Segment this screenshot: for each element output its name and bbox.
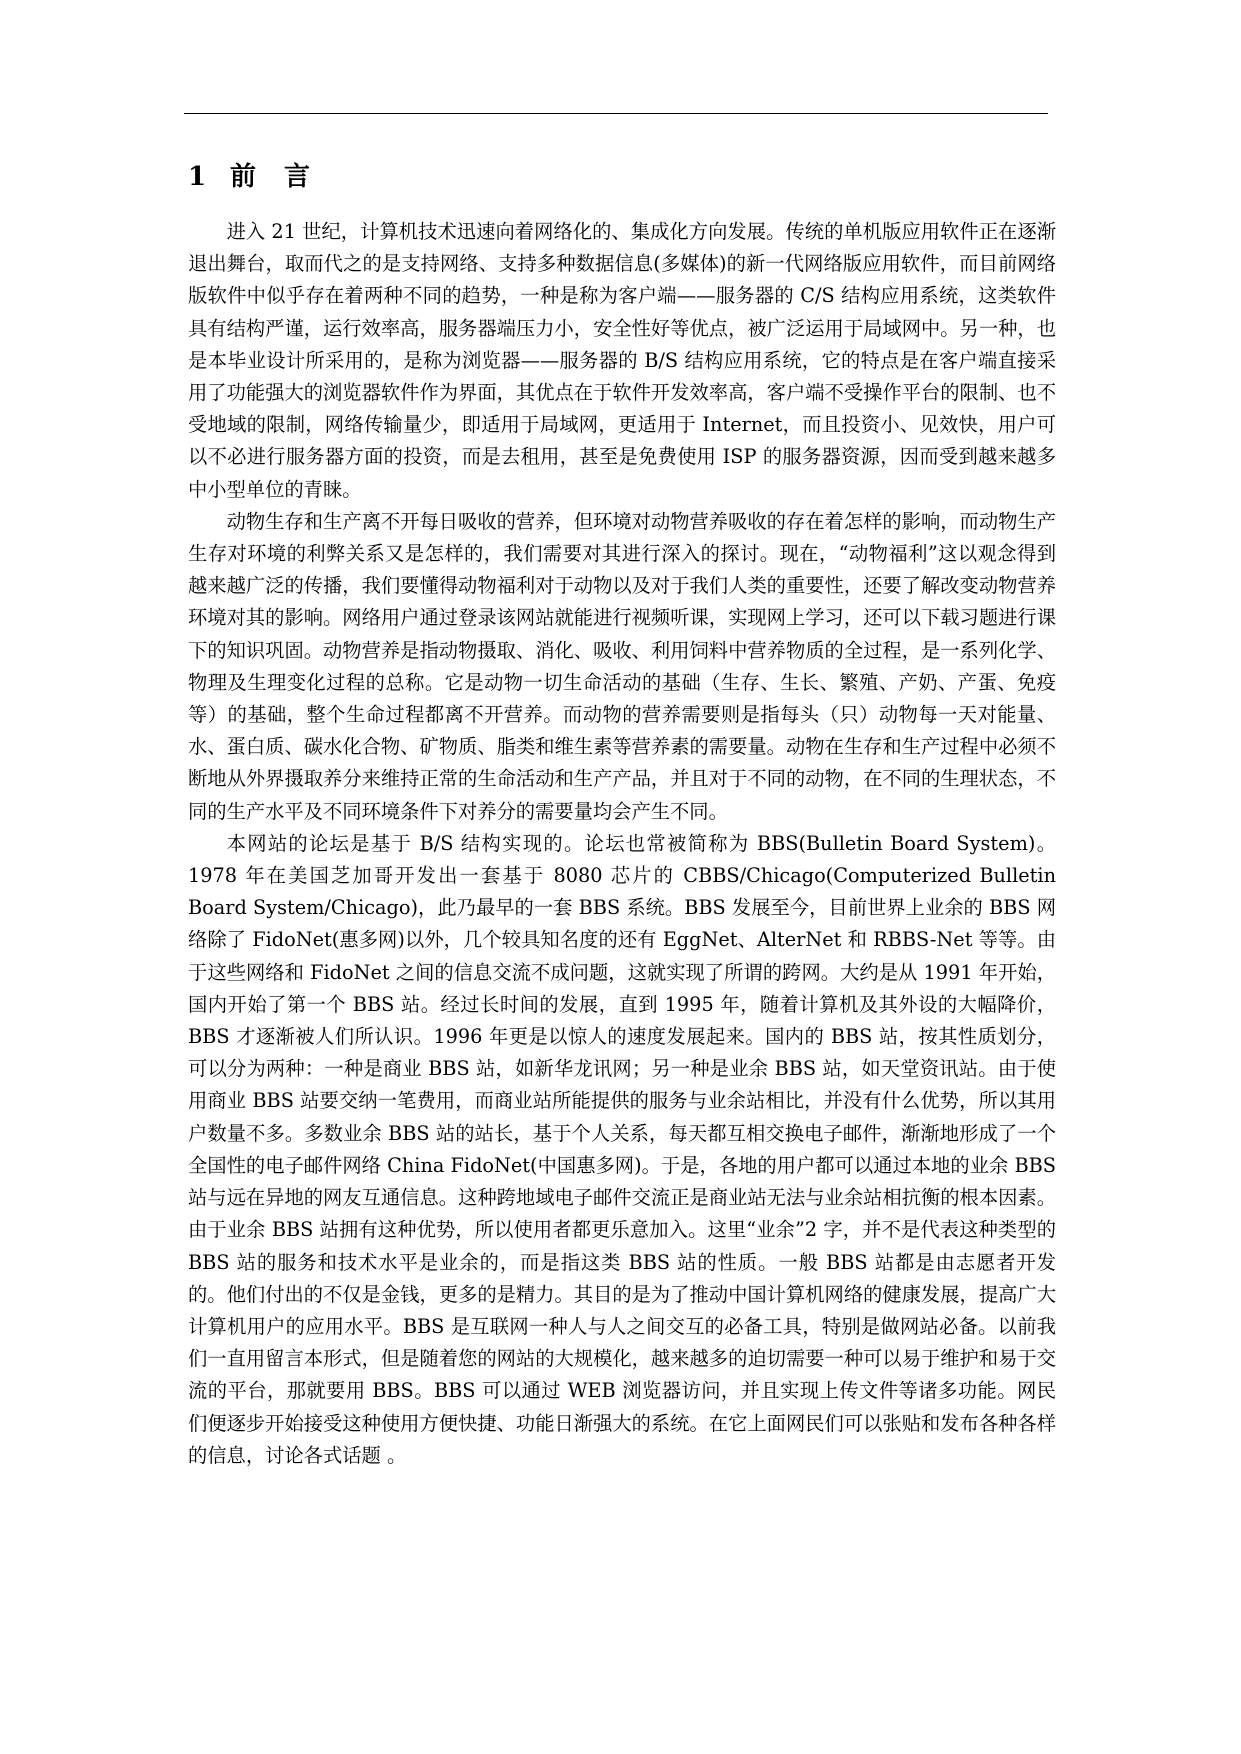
section-number: 1 (188, 162, 208, 192)
paragraph-animal-nutrition: 动物生存和生产离不开每日吸收的营养，但环境对动物营养吸收的存在着怎样的影响，而动物生产生存对环境的利弊关系又是怎样的，我们需要对其进行深入的探讨。现在，“动物福利”这以观念得到越来越广泛的传播，我们要懂得动物福利对于动物以及对于我们人类的重要性，还要了解改变动物营养环境对其的影响。网络用户通过登录该网站就能进行视频听课，实现网上学习，还可以下载习题进行课下的知识巩固。动物营养是指动物摄取、消化、吸收、利用饲料中营养物质的全过程，是一系列化学、物理及生理变化过程的总称。它是动物一切生命活动的基础（生存、生长、繁殖、产奶、产蛋、免疫等）的基础，整个生命过程都离不开营养。而动物的营养需要则是指每头（只）动物每一天对能量、水、蛋白质、碳水化合物、矿物质、脂类和维生素等营养素的需要量。动物在生存和生产过程中必须不断地从外界摄取养分来维持正常的生命活动和生产产品，并且对于不同的动物，在不同的生理状态，不同的生产水平及不同环境条件下对养分的需要量均会产生不同。 (188, 509, 1056, 823)
paragraph-bbs-history: 本网站的论坛是基于 B/S 结构实现的。论坛也常被简称为 BBS(Bulletin Board System)。1978 年在美国芝加哥开发出一套基于 8080 芯片的 CBBS/Chicago(Computerized Bulletin Board System/Chicago)，此乃最早的一套 BBS 系统。BBS 发展至今，目前世界上业余的 BBS 网络除了 FidoNet(惠多网)以外，几个较具知名度的还有 EggNet、AlterNet 和 RBBS-Net 等等。由于这些网络和 FidoNet 之间的信息交流不成问题，这就实现了所谓的跨网。大约是从 1991 年开始，国内开始了第一个 BBS 站。经过长时间的发展，直到 1995 年，随着计算机及其外设的大幅降价，BBS 才逐渐被人们所认识。1996 年更是以惊人的速度发展起来。国内的 BBS 站，按其性质划分，可以分为两种：一种是商业 BBS 站，如新华龙讯网；另一种是业余 BBS 站，如天堂资讯站。由于使用商业 BBS 站要交纳一笔费用，而商业站所能提供的服务与业余站相比，并没有什么优势，所以其用户数量不多。多数业余 BBS 站的站长，基于个人关系，每天都互相交换电子邮件，渐渐地形成了一个全国性的电子邮件网络 China FidoNet(中国惠多网)。于是，各地的用户都可以通过本地的业余 BBS 站与远在异地的网友互通信息。这种跨地域电子邮件交流正是商业站无法与业余站相抗衡的根本因素。由于业余 BBS 站拥有这种优势，所以使用者都更乐意加入。这里“业余”2 字，并不是代表这种类型的 BBS 站的服务和技术水平是业余的，而是指这类 BBS 站的性质。一般 BBS 站都是由志愿者开发的。他们付出的不仅是金钱，更多的是精力。其目的是为了推动中国计算机网络的健康发展，提高广大计算机用户的应用水平。BBS 是互联网一种人与人之间交互的必备工具，特别是做网站必备。以前我们一直用留言本形式，但是随着您的网站的大规模化，越来越多的迫切需要一种可以易于维护和易于交流的平台，那就要用 BBS。BBS 可以通过 WEB 浏览器访问，并且实现上传文件等诸多功能。网民们便逐步开始接受这种使用方便快捷、功能日渐强大的系统。在它上面网民们可以张贴和发布各种各样的信息，讨论各式话题 。 (188, 831, 1056, 1467)
section-title: 前 言 (230, 162, 312, 192)
paragraph-intro-web-architecture: 进入 21 世纪，计算机技术迅速向着网络化的、集成化方向发展。传统的单机版应用软件正在逐渐退出舞台，取而代之的是支持网络、支持多种数据信息(多媒体)的新一代网络版应用软件，而目前网络版软件中似乎存在着两种不同的趋势，一种是称为客户端——服务器的 C/S 结构应用系统，这类软件具有结构严谨，运行效率高，服务器端压力小，安全性好等优点，被广泛运用于局域网中。另一种，也是本毕业设计所采用的，是称为浏览器——服务器的 B/S 结构应用系统，它的特点是在客户端直接采用了功能强大的浏览器软件作为界面，其优点在于软件开发效率高，客户端不受操作平台的限制、也不受地域的限制，网络传输量少，即适用于局域网，更适用于 Internet，而且投资小、见效快，用户可以不必进行服务器方面的投资，而是去租用，甚至是免费使用 ISP 的服务器资源，因而受到越来越多中小型单位的青睐。 (188, 220, 1056, 501)
header-rule (184, 113, 1048, 114)
section-heading (188, 160, 1056, 194)
page-content (188, 160, 1056, 1472)
